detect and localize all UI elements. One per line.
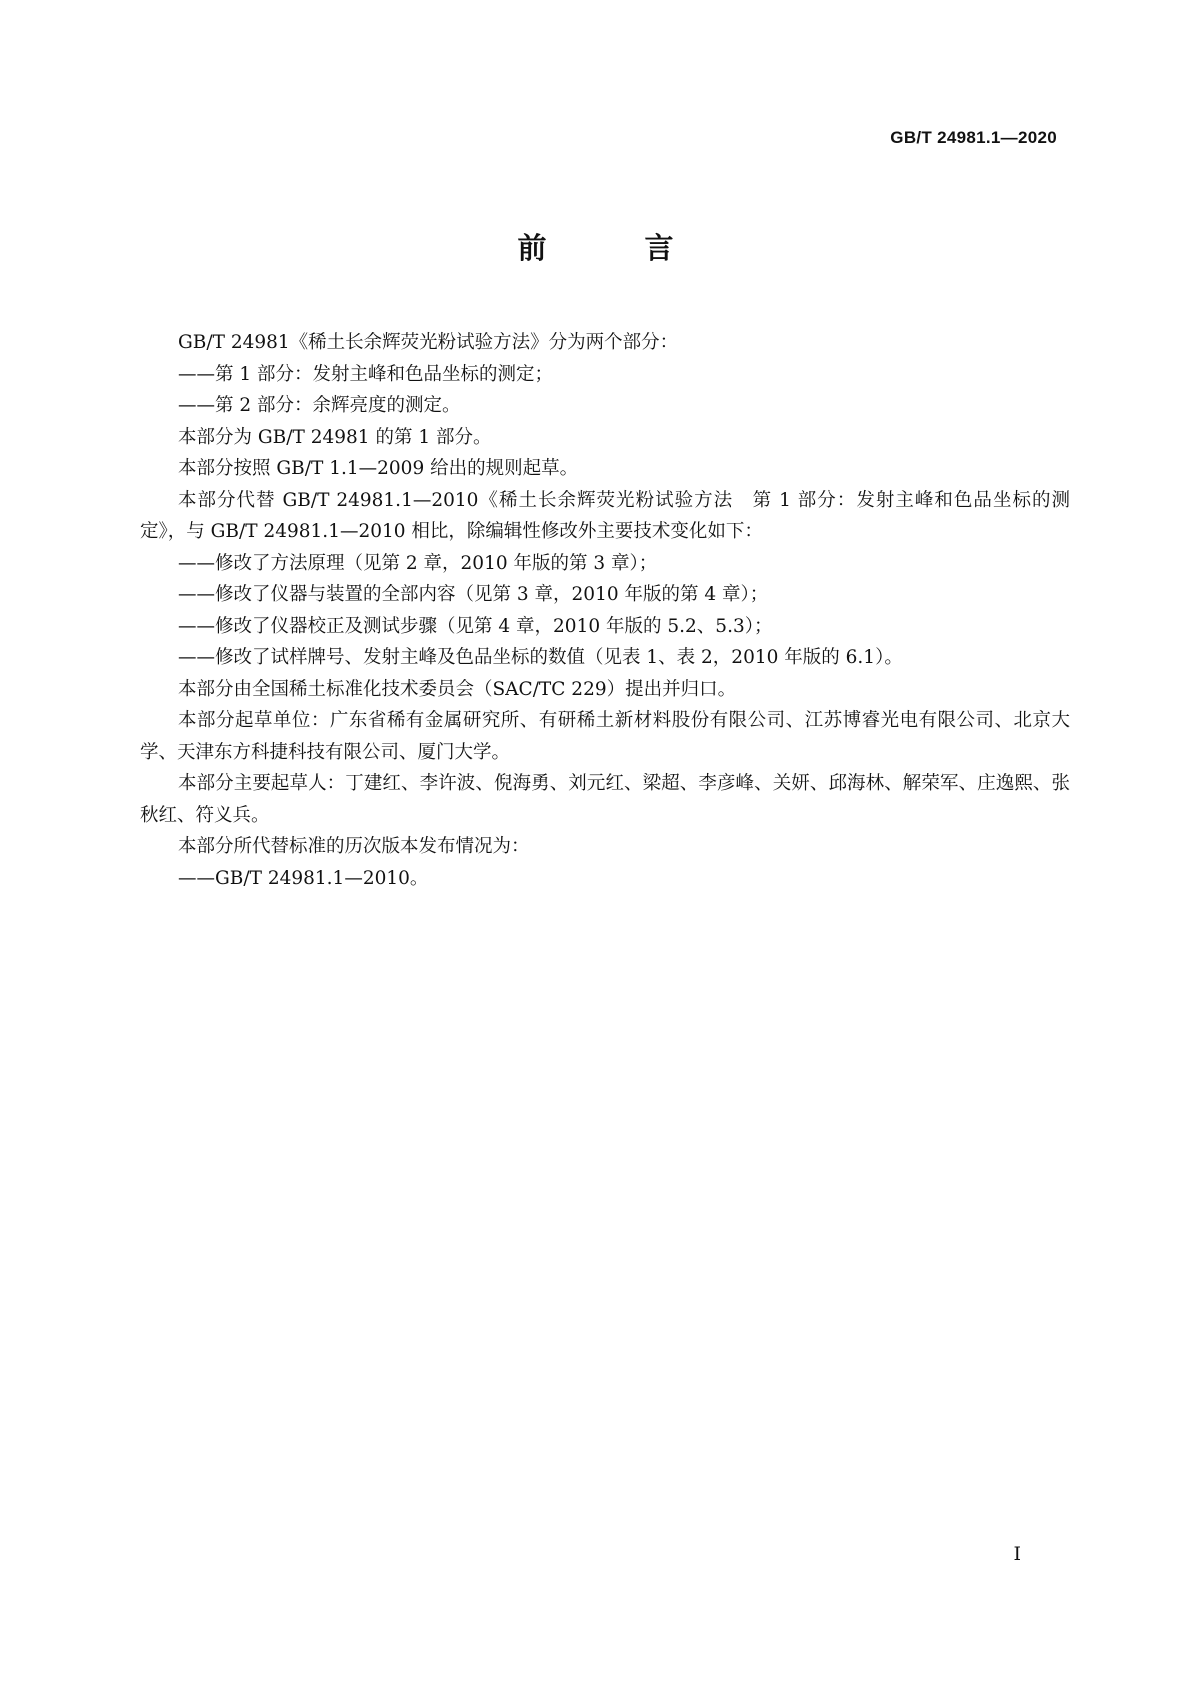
page-title: 前 言 [517, 231, 718, 265]
paragraph: 本部分主要起草人：丁建红、李许波、倪海勇、刘元红、梁超、李彦峰、关妍、邱海林、解荣军、庄逸熙、张秋红、符义兵。 [140, 773, 1070, 826]
list-item: ——修改了仪器校正及测试步骤（见第 4 章，2010 年版的 5.2、5.3）； [178, 615, 773, 637]
standard-number: GB/T 24981.1—2020 [890, 128, 1057, 147]
paragraph: 本部分为 GB/T 24981 的第 1 部分。 [178, 426, 492, 448]
list-item: ——第 2 部分：余辉亮度的测定。 [178, 395, 461, 416]
paragraph: 本部分按照 GB/T 1.1—2009 给出的规则起草。 [178, 458, 579, 479]
list-item: ——修改了试样牌号、发射主峰及色品坐标的数值（见表 1、表 2，2010 年版的 6.1）。 [178, 647, 903, 668]
foreword-body [140, 327, 1070, 894]
paragraph: 本部分由全国稀土标准化技术委员会（SAC/TC 229）提出并归口。 [178, 678, 737, 700]
list-item: ——修改了仪器与装置的全部内容（见第 3 章，2010 年版的第 4 章）； [178, 584, 769, 605]
page-number: I [1013, 1543, 1021, 1565]
list-item: ——修改了方法原理（见第 2 章，2010 年版的第 3 章）； [178, 552, 658, 574]
paragraph: GB/T 24981《稀土长余辉荧光粉试验方法》分为两个部分： [178, 332, 679, 353]
paragraph: 本部分起草单位：广东省稀有金属研究所、有研稀土新材料股份有限公司、江苏博睿光电有限公司、北京大学、天津东方科捷科技有限公司、厦门大学。 [140, 710, 1070, 763]
list-item: ——GB/T 24981.1—2010。 [178, 867, 429, 889]
paragraph: 本部分代替 GB/T 24981.1—2010《稀土长余辉荧光粉试验方法 第 1 部分：发射主峰和色品坐标的测定》，与 GB/T 24981.1—2010 相比，除编辑性修改外主要技术变化如下： [140, 489, 1070, 542]
list-item: ——第 1 部分：发射主峰和色品坐标的测定； [178, 363, 554, 385]
paragraph: 本部分所代替标准的历次版本发布情况为： [178, 836, 530, 857]
